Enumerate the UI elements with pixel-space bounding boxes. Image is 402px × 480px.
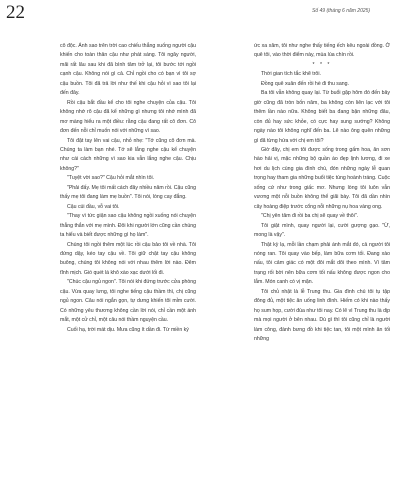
left-paragraph-2: Rồi cậu bắt đầu kể cho tôi nghe chuyện của cậu. Tôi không nhớ rõ cậu đã kể những gì nhưng tôi nhớ mình đã mơ màng hiểu ra một điều: rằng cậu đang rất cô đơn. Cô đơn đến nỗi chỉ muốn nói với những vì sao. xyxy=(60,99,196,135)
left-paragraph-1: cô độc. Ánh sao trên trời cao chiếu thẳng xuống người cậu khiến cho toàn thân cậu như phát sáng. Tôi ngây người, mãi rất lâu sau khi đã bình tâm trở lại, tôi bước tới ngồi cạnh cậu. Không nói gì cả. Chỉ ngồi cho có bạn vì tôi sợ cậu buồn. Tôi đã trả lời như thế khi cậu hỏi vì sao tôi lại đến đây. xyxy=(60,43,196,97)
left-paragraph-6: Cậu cúi đầu, vỗ vai tôi. xyxy=(67,203,120,210)
right-paragraph-9: Tôi chủ nhật là lễ Trung thu. Gia đình chú tôi tụ tập đông đủ, một tiệc ăn uống linh đình. Hiếm có khi nào thấy họ sum họp, cười đùa như tôi nay. Có lẽ vì Trung thu là dịp mà mọi người ở bên nhau. Dù gì thì tôi cũng chỉ là người làm công, đành bưng đồ khi tiệc tan, tôi một mình ăn tối những xyxy=(254,288,390,343)
left-paragraph-7: "Thay vì tức giận sao cậu không ngồi xuống nói chuyện thẳng thắn với mẹ mình. Đôi khi người lớn cũng cần chúng ta hiểu và biết được những gì họ làm". xyxy=(60,213,196,239)
left-column xyxy=(60,42,196,335)
left-paragraph-9: "Chúc cậu ngủ ngon". Tôi nói khi đứng trước cửa phòng cậu. Vừa quay lưng, tôi nghe tiếng cậu thầm thì, chị cũng ngủ ngon. Câu nói ngắn gọn, tự dưng khiến tôi mỉm cười. Có những yêu thương không cần lời nói, chỉ cần một ánh mắt, một cử chỉ, một câu nói thầm nguyện cầu. xyxy=(60,279,197,324)
left-paragraph-5: "Phải đấy. Mẹ tôi mất cách đây nhiều năm rồi. Cậu cũng thấy mẹ tôi đang làm mẹ buồn". Tôi nói, lòng cay đắng. xyxy=(60,184,196,201)
right-paragraph-5: Giờ đây, chị em tôi được sống trong gấm hoa, ăn sơn hào hải vị, mặc những bộ quần áo đẹp lịnh lương, đi xe hơi du lịch cùng gia đình chú, đón những ngày lễ quan trọng hay tham gia những buổi tiệc tùng hoành tráng. Cuộc sống cứ như trong giấc mơ. Nhưng lòng tôi luôn vẫn vương một nỗi buồn không thể giãi bày. Tôi đã dần nhìn cây hoàng điệp trước cổng nỗi những nụ hoa vàng ong. xyxy=(254,146,390,210)
left-paragraph-4: "Tuyệt vời sao?" Cậu hỏi mắt nhìn tôi. xyxy=(67,175,155,182)
right-paragraph-3: Đồng quê xuân đến rồi hè đi thu sang. xyxy=(261,80,349,87)
page-number: 22 xyxy=(6,2,25,23)
right-paragraph-7: Tôi giật mình, quay người lại, cười gượng gạo. "Ừ, mong là vậy". xyxy=(254,222,390,239)
issue-label: Số 49 (tháng 6 năm 2025) xyxy=(312,8,371,14)
right-column xyxy=(254,42,390,345)
right-paragraph-8: Thật kỳ lạ, mỗi lần chạm phải ánh mắt đó, cả người tôi nóng ran. Tôi quay vào bếp, làm bữa cơm tối. Đang xào nấu, tôi cảm giác có một đôi mắt dõi theo mình. Vì tâm trạng rối bời nên bữa cơm tối nấu không được ngon cho lắm. Món canh có vị mặn. xyxy=(254,241,390,286)
right-paragraph-4: Ba tôi vẫn không quay lại. Từ buổi gặp hôm đó đến bây giờ cũng đã tròn bốn năm, ba không còn liên lạc với tôi thêm lần nào nữa. Không biết ba đang bận những đâu, còn đủ hay sức khỏe, có cực hay sung sướng? Không ngày nào tôi không nghĩ đến ba. Lẽ nào ông quên những gì đã từng hứa với chị em tôi? xyxy=(254,90,390,144)
right-paragraph-6: "Chị yên tâm đi rồi ba chị sẽ quay về thôi". xyxy=(261,213,359,220)
right-paragraph-1: ức xa xăm, tôi như nghe thấy tiếng ếch kêu ngoài đồng. Ở quê tôi, vào thời điểm này, mùa lúa chín rồi. xyxy=(254,43,390,59)
left-paragraph-10: Cuối hạ, trời mát dịu. Mưa cũng ít dần đi. Từ miền ký xyxy=(67,326,189,333)
right-paragraph-2: Thời gian tích tắc khẽ trôi. xyxy=(261,71,321,78)
section-separator: * * * xyxy=(312,61,332,68)
left-paragraph-8: Chúng tôi ngồi thêm một lúc rồi cậu bảo tôi về nhà. Tôi đứng dậy, kéo tay cậu về. Tôi giữ chặt tay cậu không buông, chúng tôi không nói với nhau thêm lời nào. Đêm tĩnh mịch. Gió quét lá khô xào xạc dưới lối đi. xyxy=(60,241,196,276)
left-paragraph-3: Tôi đặt tay lên vai cậu, nhỏ nhẹ: "Tớ cũng cô đơn mà. Chúng ta làm bạn nhé. Tớ sẽ lắng nghe cậu kể chuyện như cái cách những vì sao kia vẫn lắng nghe cậu. Chịu không?" xyxy=(60,137,196,172)
